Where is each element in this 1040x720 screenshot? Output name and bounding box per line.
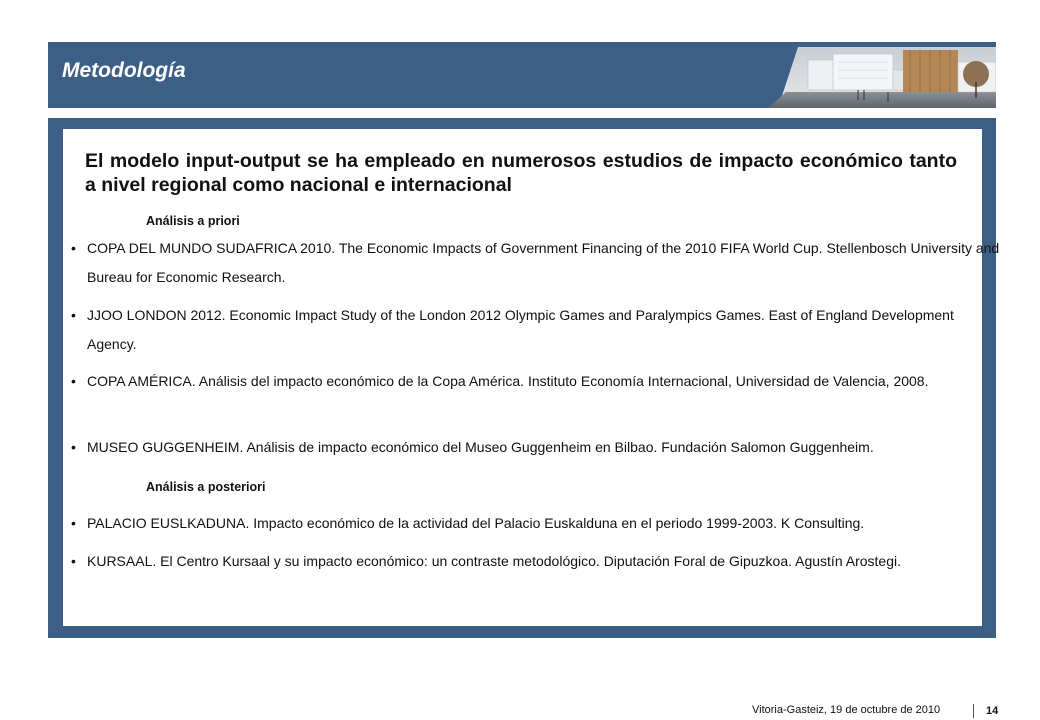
bullet: •: [71, 373, 76, 389]
content-frame: [48, 118, 1000, 638]
list-item-text: COPA DEL MUNDO SUDAFRICA 2010. The Economic Impacts of Government Financing of the 2010 FIFA World Cup. Stellenbosch University and Bureau for Economic Research.: [87, 240, 1000, 285]
bullet: •: [71, 553, 76, 569]
page-title: Metodología: [62, 59, 186, 82]
content-panel: [63, 129, 1000, 626]
page-number: 14: [986, 705, 999, 717]
section-analisis-priori: Análisis a priori: [146, 214, 240, 228]
bullet: •: [71, 439, 76, 455]
bullet: •: [71, 515, 76, 531]
list-item: [71, 547, 1001, 576]
header-bar: [48, 42, 996, 108]
list-item: [71, 301, 1001, 359]
building-photo-icon: [738, 42, 996, 108]
list-item: [71, 509, 1001, 538]
list-item-text: MUSEO GUGGENHEIM. Análisis de impacto económico del Museo Guggenheim en Bilbao. Fundación Salomon Guggenheim.: [87, 439, 874, 455]
list-item-text: PALACIO EUSLKADUNA. Impacto económico de la actividad del Palacio Euskalduna en el periodo 1999-2003. K Consulting.: [87, 515, 865, 531]
list-item: [71, 367, 1001, 396]
bullet: •: [71, 307, 76, 323]
footer-divider: [973, 704, 974, 718]
list-item: [71, 433, 1001, 462]
list-item-text: KURSAAL. El Centro Kursaal y su impacto económico: un contraste metodológico. Diputación Foral de Gipuzkoa. Agustín Arostegi.: [87, 553, 901, 569]
list-item: [71, 234, 1001, 292]
section-analisis-posteriori: Análisis a posteriori: [146, 480, 266, 494]
bullet: •: [71, 240, 76, 256]
footer-location-date: Vitoria-Gasteiz, 19 de octubre de 2010: [752, 704, 941, 716]
headline: El modelo input-output se ha empleado en numerosos estudios de impacto económico tanto a nivel regional como nacional e internacional: [85, 150, 957, 196]
list-item-text: JJOO LONDON 2012. Economic Impact Study of the London 2012 Olympic Games and Paralympics Games. East of England Development Agency.: [87, 307, 954, 352]
list-item-text: COPA AMÉRICA. Análisis del impacto económico de la Copa América. Instituto Economía Internacional, Universidad de Valencia, 2008.: [87, 373, 929, 389]
